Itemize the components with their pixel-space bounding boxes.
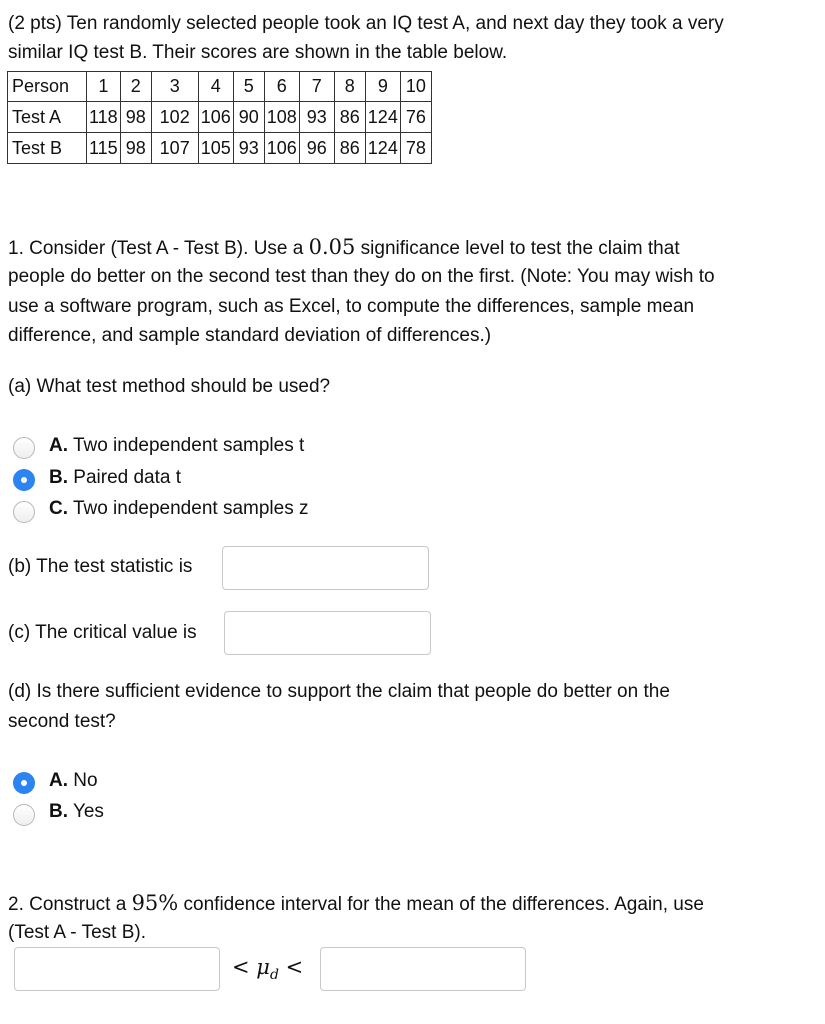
- part-c-prompt: (c) The critical value is: [8, 622, 197, 643]
- table-cell: 78: [400, 133, 431, 164]
- table-cell: 86: [334, 133, 365, 164]
- table-cell: 6: [264, 72, 299, 102]
- option-yes-text: Yes: [72, 801, 104, 822]
- option-b-label[interactable]: [49, 466, 181, 490]
- table-cell: 7: [299, 72, 334, 102]
- ci-lower-input[interactable]: [14, 947, 220, 991]
- intro-line-2: similar IQ test B. Their scores are shown in the table below.: [8, 42, 508, 63]
- table-cell: 1: [87, 72, 121, 102]
- option-b-radio[interactable]: [13, 469, 35, 491]
- option-no-radio[interactable]: [13, 772, 35, 794]
- table-row: [8, 102, 432, 133]
- table-cell: 98: [120, 133, 151, 164]
- q1-line-3: use a software program, such as Excel, to compute the differences, sample mean: [8, 296, 695, 317]
- table-cell: 106: [198, 102, 233, 133]
- table-row: [8, 133, 432, 164]
- option-yes-label[interactable]: [49, 800, 104, 824]
- ci-upper-input[interactable]: [320, 947, 526, 991]
- table-cell: 3: [151, 72, 198, 102]
- part-d-line-1: (d) Is there sufficient evidence to support the claim that people do better on the: [8, 681, 670, 702]
- table-cell: 76: [400, 102, 431, 133]
- q1-line-1-post: significance level to test the claim that: [360, 238, 680, 259]
- option-b-letter: B.: [49, 467, 68, 488]
- option-c-letter: C.: [49, 498, 68, 519]
- part-b-prompt: (b) The test statistic is: [8, 556, 193, 577]
- mu-subscript: d: [269, 967, 279, 984]
- q2-line-2: (Test A - Test B).: [8, 922, 146, 943]
- critical-value-input[interactable]: [224, 611, 431, 655]
- option-a-letter: A.: [49, 435, 68, 456]
- q1-line-1-pre: 1. Consider (Test A - Test B). Use a: [8, 238, 304, 259]
- table-cell: 93: [299, 102, 334, 133]
- table-cell: 124: [365, 133, 400, 164]
- table-cell: 96: [299, 133, 334, 164]
- part-d-line-2: second test?: [8, 711, 116, 732]
- intro-line-1: (2 pts) Ten randomly selected people took an IQ test A, and next day they took a very: [8, 13, 724, 34]
- table-cell: 124: [365, 102, 400, 133]
- option-no-label[interactable]: [49, 769, 98, 793]
- table-cell: 8: [334, 72, 365, 102]
- less-than-left: <: [232, 955, 250, 979]
- q1-line-1: [8, 235, 680, 261]
- table-cell: 108: [264, 102, 299, 133]
- table-cell: 5: [233, 72, 264, 102]
- table-cell: 115: [87, 133, 121, 164]
- mu-d-inequality: [232, 955, 303, 983]
- option-b-text: Paired data t: [73, 467, 182, 488]
- table-row-label: Test A: [8, 102, 87, 133]
- q1-line-2: people do better on the second test than they do on the first. (Note: You may wish to: [8, 266, 715, 287]
- part-a-prompt: (a) What test method should be used?: [8, 376, 331, 397]
- option-a-radio[interactable]: [13, 437, 35, 459]
- q2-line-1-post: confidence interval for the mean of the differences. Again, use: [183, 894, 704, 915]
- alpha-value: 0.05: [308, 235, 356, 259]
- table-row-label: Test B: [8, 133, 87, 164]
- table-cell: 106: [264, 133, 299, 164]
- test-statistic-input[interactable]: [222, 546, 429, 590]
- confidence-level: 95%: [131, 891, 179, 915]
- option-a-text: Two independent samples t: [72, 435, 305, 456]
- table-cell: 86: [334, 102, 365, 133]
- table-cell: 93: [233, 133, 264, 164]
- table-cell: 2: [120, 72, 151, 102]
- option-c-label[interactable]: [49, 497, 308, 521]
- option-c-radio[interactable]: [13, 501, 35, 523]
- less-than-right: <: [285, 955, 304, 979]
- table-row-label: Person: [8, 72, 87, 102]
- option-a-label[interactable]: [49, 434, 304, 458]
- option-yes-letter: B.: [49, 801, 68, 822]
- table-cell: 98: [120, 102, 151, 133]
- table-cell: 90: [233, 102, 264, 133]
- scores-table: [7, 71, 432, 164]
- option-yes-radio[interactable]: [13, 804, 35, 826]
- q1-line-4: difference, and sample standard deviation of differences.): [8, 325, 492, 346]
- table-cell: 102: [151, 102, 198, 133]
- table-row: [8, 72, 432, 102]
- mu-symbol: μ: [256, 955, 270, 979]
- table-cell: 9: [365, 72, 400, 102]
- q2-line-1: [8, 891, 704, 917]
- option-no-letter: A.: [49, 770, 68, 791]
- table-cell: 107: [151, 133, 198, 164]
- q2-line-1-pre: 2. Construct a: [8, 894, 127, 915]
- table-cell: 105: [198, 133, 233, 164]
- table-cell: 4: [198, 72, 233, 102]
- option-no-text: No: [73, 770, 98, 791]
- table-cell: 118: [87, 102, 121, 133]
- option-c-text: Two independent samples z: [72, 498, 309, 519]
- table-cell: 10: [400, 72, 431, 102]
